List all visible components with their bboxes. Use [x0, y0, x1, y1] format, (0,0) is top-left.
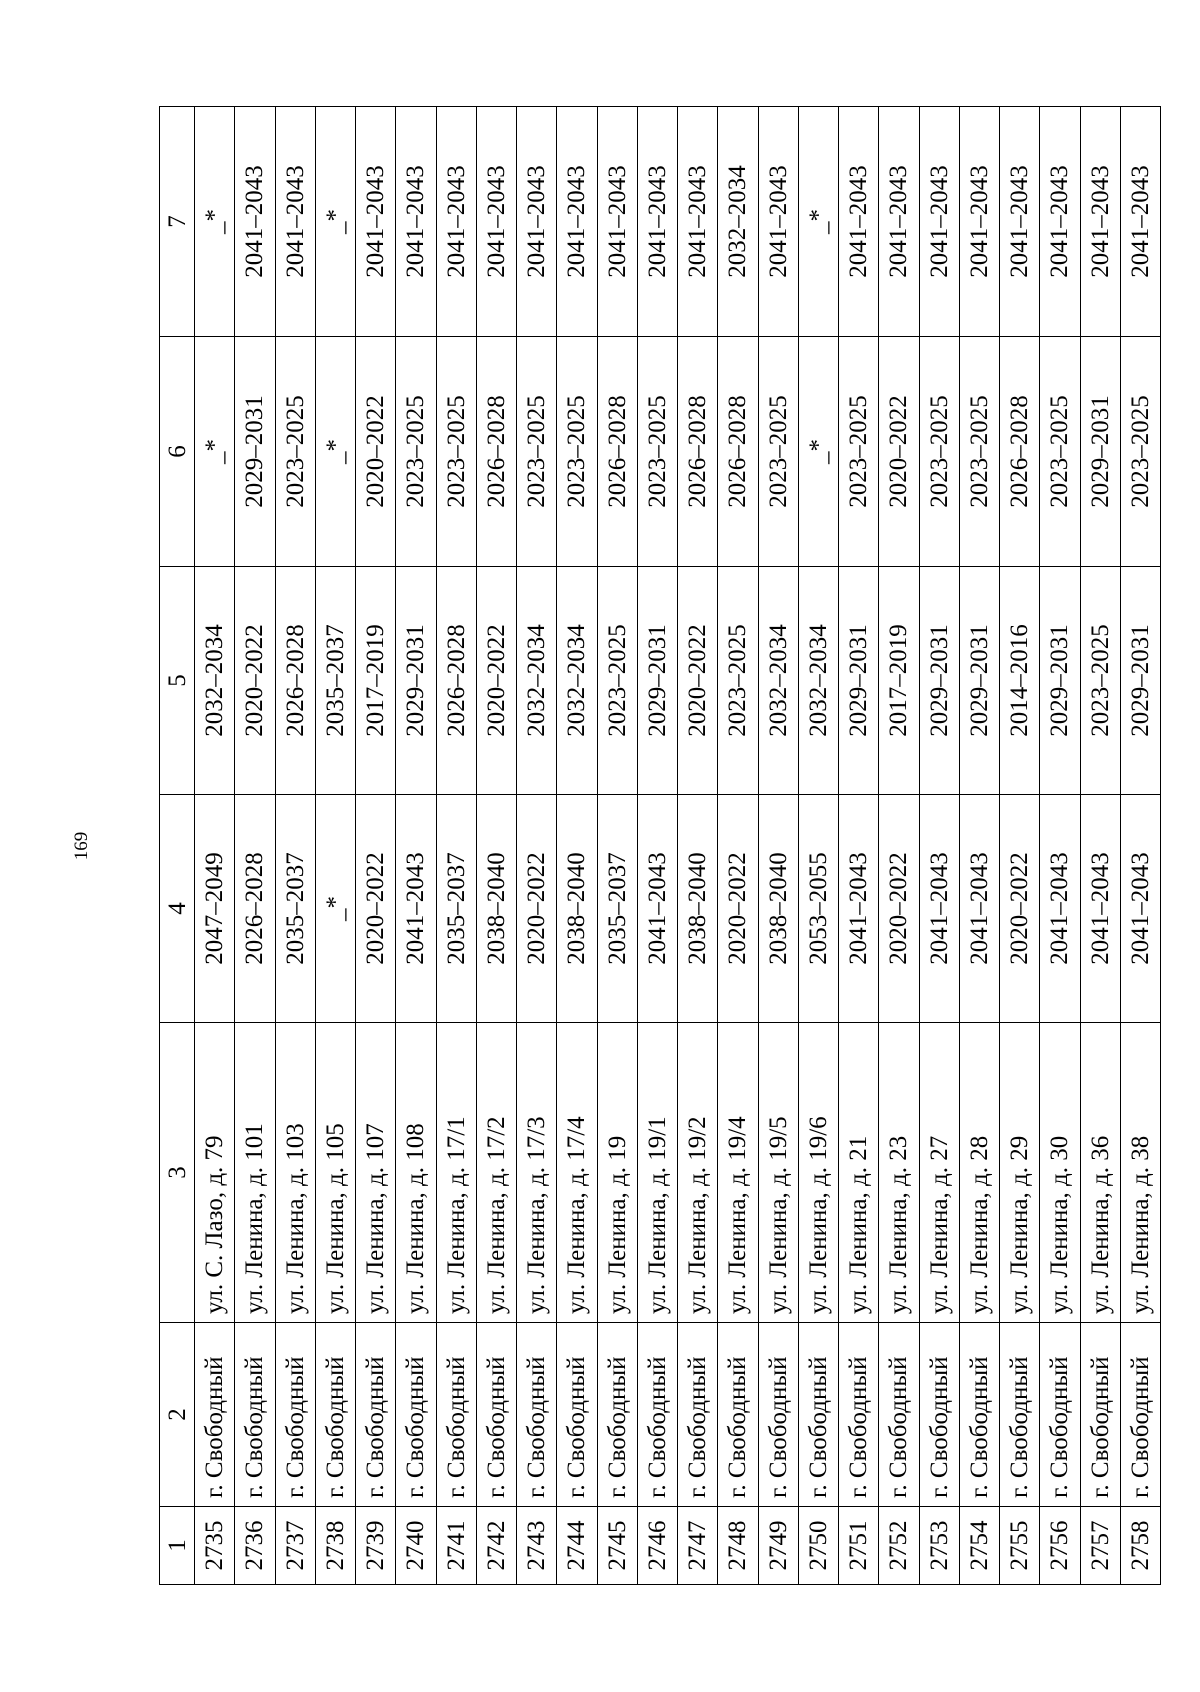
period-cell-4: 2041–2043 [396, 795, 436, 1023]
address-cell: ул. Ленина, д. 36 [1080, 1023, 1120, 1323]
period-cell-4: 2041–2043 [959, 795, 999, 1023]
table-row [879, 107, 919, 1585]
address-cell: ул. Ленина, д. 107 [356, 1023, 396, 1323]
row-number-cell: 2740 [396, 1507, 436, 1585]
period-cell-7: 2041–2043 [235, 107, 275, 337]
row-number-cell: 2743 [517, 1507, 557, 1585]
period-cell-5: 2023–2025 [597, 567, 637, 795]
period-cell-6: 2023–2025 [1120, 337, 1160, 567]
period-cell-5: 2029–2031 [959, 567, 999, 795]
period-cell-5: 2020–2022 [235, 567, 275, 795]
row-number-cell: 2741 [436, 1507, 476, 1585]
period-cell-6: 2023–2025 [396, 337, 436, 567]
city-cell: г. Свободный [476, 1323, 516, 1507]
period-cell-5: 2026–2028 [275, 567, 315, 795]
address-cell: ул. Ленина, д. 23 [879, 1023, 919, 1323]
period-cell-6: 2026–2028 [476, 337, 516, 567]
period-cell-4: 2038–2040 [557, 795, 597, 1023]
period-cell-7: 2041–2043 [959, 107, 999, 337]
period-cell-4: 2020–2022 [1000, 795, 1040, 1023]
period-cell-6: 2020–2022 [879, 337, 919, 567]
row-number-cell: 2749 [758, 1507, 798, 1585]
period-cell-7: 2041–2043 [879, 107, 919, 337]
city-cell: г. Свободный [195, 1323, 235, 1507]
row-number-cell: 2735 [195, 1507, 235, 1585]
period-cell-5: 2029–2031 [1120, 567, 1160, 795]
period-cell-4: 2035–2037 [597, 795, 637, 1023]
period-cell-4: 2041–2043 [1080, 795, 1120, 1023]
row-number-cell: 2748 [718, 1507, 758, 1585]
period-cell-4: 2038–2040 [758, 795, 798, 1023]
address-cell: ул. Ленина, д. 30 [1040, 1023, 1080, 1323]
period-cell-5: 2017–2019 [879, 567, 919, 795]
city-cell: г. Свободный [436, 1323, 476, 1507]
period-cell-5: 2029–2031 [919, 567, 959, 795]
period-cell-4: 2041–2043 [919, 795, 959, 1023]
city-cell: г. Свободный [678, 1323, 718, 1507]
table-row [1000, 107, 1040, 1585]
period-cell-6: 2023–2025 [436, 337, 476, 567]
table-row [1120, 107, 1160, 1585]
column-header-3: 3 [160, 1023, 195, 1323]
address-cell: ул. Ленина, д. 29 [1000, 1023, 1040, 1323]
period-cell-6: 2023–2025 [517, 337, 557, 567]
period-cell-4: 2020–2022 [879, 795, 919, 1023]
period-cell-4: 2053–2055 [798, 795, 838, 1023]
row-number-cell: 2752 [879, 1507, 919, 1585]
period-cell-5: 2020–2022 [678, 567, 718, 795]
address-cell: ул. Ленина, д. 19 [597, 1023, 637, 1323]
column-header-5: 5 [160, 567, 195, 795]
period-cell-7: 2041–2043 [758, 107, 798, 337]
period-cell-5: 2026–2028 [436, 567, 476, 795]
period-cell-5: 2029–2031 [1040, 567, 1080, 795]
row-number-cell: 2756 [1040, 1507, 1080, 1585]
period-cell-7: 2041–2043 [637, 107, 677, 337]
address-cell: ул. Ленина, д. 105 [315, 1023, 355, 1323]
column-header-6: 6 [160, 337, 195, 567]
period-cell-6: 2026–2028 [597, 337, 637, 567]
period-cell-7: 2041–2043 [678, 107, 718, 337]
row-number-cell: 2754 [959, 1507, 999, 1585]
period-cell-7: _* [315, 107, 355, 337]
table-row [1080, 107, 1120, 1585]
period-cell-4: 2035–2037 [275, 795, 315, 1023]
period-cell-6: 2026–2028 [678, 337, 718, 567]
period-cell-5: 2029–2031 [637, 567, 677, 795]
period-cell-7: 2041–2043 [1120, 107, 1160, 337]
period-cell-4: 2047–2049 [195, 795, 235, 1023]
period-cell-7: _* [798, 107, 838, 337]
period-cell-5: 2032–2034 [798, 567, 838, 795]
period-cell-6: 2023–2025 [758, 337, 798, 567]
city-cell: г. Свободный [557, 1323, 597, 1507]
city-cell: г. Свободный [1040, 1323, 1080, 1507]
city-cell: г. Свободный [1120, 1323, 1160, 1507]
period-cell-6: 2023–2025 [959, 337, 999, 567]
city-cell: г. Свободный [798, 1323, 838, 1507]
table-row [959, 107, 999, 1585]
address-cell: ул. Ленина, д. 17/3 [517, 1023, 557, 1323]
period-cell-4: 2041–2043 [637, 795, 677, 1023]
city-cell: г. Свободный [356, 1323, 396, 1507]
period-cell-7: 2041–2043 [356, 107, 396, 337]
address-cell: ул. Ленина, д. 108 [396, 1023, 436, 1323]
table-row [315, 107, 355, 1585]
period-cell-5: 2029–2031 [396, 567, 436, 795]
period-cell-5: 2023–2025 [718, 567, 758, 795]
period-cell-4: _* [315, 795, 355, 1023]
address-cell: ул. Ленина, д. 28 [959, 1023, 999, 1323]
table-row [557, 107, 597, 1585]
period-cell-5: 2029–2031 [839, 567, 879, 795]
period-cell-7: 2041–2043 [476, 107, 516, 337]
city-cell: г. Свободный [517, 1323, 557, 1507]
table-row [436, 107, 476, 1585]
address-cell: ул. Ленина, д. 17/2 [476, 1023, 516, 1323]
period-cell-6: 2026–2028 [718, 337, 758, 567]
period-cell-7: 2041–2043 [557, 107, 597, 337]
address-cell: ул. Ленина, д. 101 [235, 1023, 275, 1323]
period-cell-7: 2041–2043 [275, 107, 315, 337]
table-row [678, 107, 718, 1585]
page-number: 169 [71, 831, 92, 861]
period-cell-4: 2038–2040 [678, 795, 718, 1023]
city-cell: г. Свободный [839, 1323, 879, 1507]
period-cell-4: 2020–2022 [718, 795, 758, 1023]
period-cell-7: 2041–2043 [1000, 107, 1040, 337]
period-cell-5: 2020–2022 [476, 567, 516, 795]
table-row [356, 107, 396, 1585]
column-header-2: 2 [160, 1323, 195, 1507]
table-row [718, 107, 758, 1585]
row-number-cell: 2750 [798, 1507, 838, 1585]
period-cell-6: _* [195, 337, 235, 567]
period-cell-6: 2023–2025 [275, 337, 315, 567]
period-cell-6: 2020–2022 [356, 337, 396, 567]
row-number-cell: 2758 [1120, 1507, 1160, 1585]
row-number-cell: 2747 [678, 1507, 718, 1585]
header-row [160, 107, 195, 1585]
period-cell-4: 2041–2043 [1040, 795, 1080, 1023]
table-row [919, 107, 959, 1585]
period-cell-4: 2020–2022 [356, 795, 396, 1023]
column-header-1: 1 [160, 1507, 195, 1585]
period-cell-5: 2035–2037 [315, 567, 355, 795]
table-row [235, 107, 275, 1585]
row-number-cell: 2736 [235, 1507, 275, 1585]
row-number-cell: 2751 [839, 1507, 879, 1585]
row-number-cell: 2737 [275, 1507, 315, 1585]
city-cell: г. Свободный [879, 1323, 919, 1507]
table-row [798, 107, 838, 1585]
table-row [758, 107, 798, 1585]
city-cell: г. Свободный [1080, 1323, 1120, 1507]
table-row [1040, 107, 1080, 1585]
period-cell-4: 2038–2040 [476, 795, 516, 1023]
row-number-cell: 2745 [597, 1507, 637, 1585]
period-cell-5: 2032–2034 [557, 567, 597, 795]
table-row [637, 107, 677, 1585]
column-header-7: 7 [160, 107, 195, 337]
period-cell-7: 2041–2043 [597, 107, 637, 337]
address-cell: ул. Ленина, д. 27 [919, 1023, 959, 1323]
city-cell: г. Свободный [275, 1323, 315, 1507]
address-cell: ул. Ленина, д. 17/4 [557, 1023, 597, 1323]
period-cell-6: 2023–2025 [557, 337, 597, 567]
row-number-cell: 2739 [356, 1507, 396, 1585]
period-cell-7: _* [195, 107, 235, 337]
period-cell-5: 2014–2016 [1000, 567, 1040, 795]
city-cell: г. Свободный [718, 1323, 758, 1507]
period-cell-6: 2023–2025 [919, 337, 959, 567]
period-cell-7: 2041–2043 [436, 107, 476, 337]
city-cell: г. Свободный [597, 1323, 637, 1507]
city-cell: г. Свободный [758, 1323, 798, 1507]
city-cell: г. Свободный [1000, 1323, 1040, 1507]
table-row [396, 107, 436, 1585]
period-cell-5: 2032–2034 [517, 567, 557, 795]
period-cell-6: _* [798, 337, 838, 567]
address-cell: ул. Ленина, д. 21 [839, 1023, 879, 1323]
period-cell-5: 2032–2034 [758, 567, 798, 795]
city-cell: г. Свободный [396, 1323, 436, 1507]
period-cell-5: 2023–2025 [1080, 567, 1120, 795]
period-cell-7: 2041–2043 [839, 107, 879, 337]
period-cell-7: 2032–2034 [718, 107, 758, 337]
address-cell: ул. Ленина, д. 19/5 [758, 1023, 798, 1323]
table-row [195, 107, 235, 1585]
period-cell-4: 2026–2028 [235, 795, 275, 1023]
period-cell-6: 2023–2025 [1040, 337, 1080, 567]
row-number-cell: 2746 [637, 1507, 677, 1585]
period-cell-5: 2032–2034 [195, 567, 235, 795]
period-cell-7: 2041–2043 [517, 107, 557, 337]
table-row [476, 107, 516, 1585]
table-row [597, 107, 637, 1585]
period-cell-4: 2020–2022 [517, 795, 557, 1023]
period-cell-4: 2035–2037 [436, 795, 476, 1023]
period-cell-7: 2041–2043 [1080, 107, 1120, 337]
row-number-cell: 2757 [1080, 1507, 1120, 1585]
address-cell: ул. Ленина, д. 19/6 [798, 1023, 838, 1323]
table-container [159, 107, 1161, 1585]
table-row [839, 107, 879, 1585]
period-cell-4: 2041–2043 [1120, 795, 1160, 1023]
period-cell-7: 2041–2043 [396, 107, 436, 337]
period-cell-5: 2017–2019 [356, 567, 396, 795]
city-cell: г. Свободный [959, 1323, 999, 1507]
row-number-cell: 2755 [1000, 1507, 1040, 1585]
period-cell-6: 2029–2031 [1080, 337, 1120, 567]
period-cell-6: 2023–2025 [637, 337, 677, 567]
period-cell-7: 2041–2043 [919, 107, 959, 337]
address-cell: ул. Ленина, д. 38 [1120, 1023, 1160, 1323]
period-cell-6: 2029–2031 [235, 337, 275, 567]
data-table [159, 106, 1161, 1585]
period-cell-6: 2023–2025 [839, 337, 879, 567]
city-cell: г. Свободный [315, 1323, 355, 1507]
city-cell: г. Свободный [235, 1323, 275, 1507]
period-cell-6: _* [315, 337, 355, 567]
column-header-4: 4 [160, 795, 195, 1023]
table-row [275, 107, 315, 1585]
address-cell: ул. Ленина, д. 103 [275, 1023, 315, 1323]
city-cell: г. Свободный [637, 1323, 677, 1507]
period-cell-4: 2041–2043 [839, 795, 879, 1023]
address-cell: ул. Ленина, д. 19/1 [637, 1023, 677, 1323]
row-number-cell: 2738 [315, 1507, 355, 1585]
address-cell: ул. Ленина, д. 19/2 [678, 1023, 718, 1323]
table-row [517, 107, 557, 1585]
address-cell: ул. Ленина, д. 17/1 [436, 1023, 476, 1323]
address-cell: ул. Ленина, д. 19/4 [718, 1023, 758, 1323]
row-number-cell: 2744 [557, 1507, 597, 1585]
city-cell: г. Свободный [919, 1323, 959, 1507]
row-number-cell: 2742 [476, 1507, 516, 1585]
period-cell-6: 2026–2028 [1000, 337, 1040, 567]
table-body [195, 107, 1161, 1585]
period-cell-7: 2041–2043 [1040, 107, 1080, 337]
row-number-cell: 2753 [919, 1507, 959, 1585]
address-cell: ул. С. Лазо, д. 79 [195, 1023, 235, 1323]
